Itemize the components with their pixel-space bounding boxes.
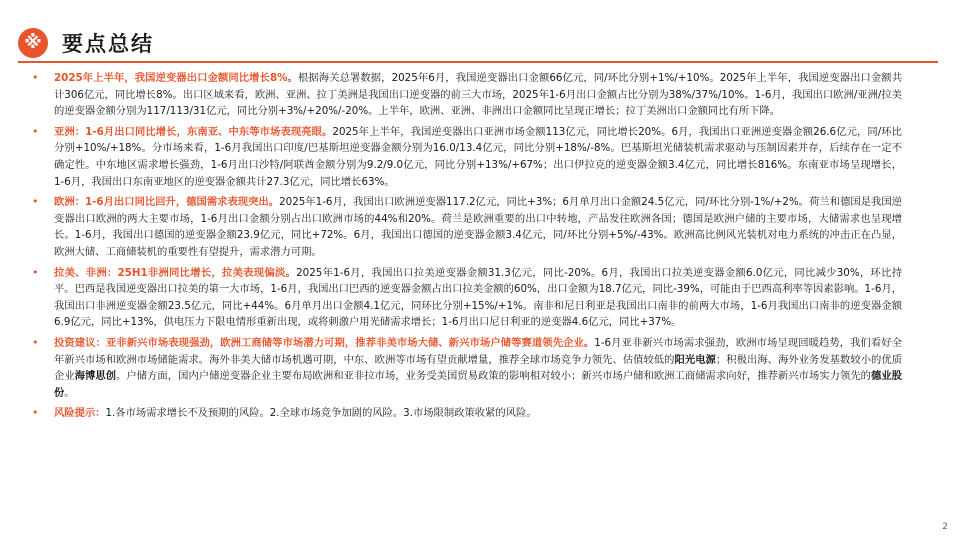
list-item [32,194,902,260]
bullet-icon: • [32,406,39,420]
slide-header [0,0,960,62]
asterisk-icon: ※ [18,28,48,58]
item-text: 1.各市场需求增长不及预期的风险。2.全球市场竞争加剧的风险。3.市场限制政策收紧的风险。 [105,407,537,420]
item-text-part: ；积极出海、海外业务发基数较小的优质企业 [54,353,903,383]
list-item [32,335,903,401]
company-name: 德业股份 [54,370,903,399]
bullet-icon: • [32,71,39,84]
item-text: 2025年1-6月，我国出口欧洲逆变器117.2亿元，同比+3%；6月单月出口金额24.5亿元，同/环比分别-1%/+2%。荷兰和德国是我国逆变器出口欧洲的两大主要市场，1-6月出口金额分别占出口欧洲市场的44%和20%。荷兰是欧洲重要的出口中转地，产品发往欧洲各国；德国是欧洲户储的主要市场，大储需求也呈现增长。1-6月，我国出口德国的逆变器金额23.9亿元，同比+72%。6月，我国出口德国的逆变器金额3.4亿元，同/环比分别+5%/-43%。欧洲高比例风光装机对电力系统的冲击正在凸显，欧洲大储、工商储装机的重要性有望提升，需求潜力可期。 [54,196,902,258]
list-item [32,265,902,331]
item-text: 2025年上半年，我国逆变器出口亚洲市场金额113亿元，同比增长20%。6月，我国出口亚洲逆变器金额26.6亿元，同/环比分别+10%/+18%。分市场来看，1-6月我国出口印度/巴基斯坦逆变器金额分别为16.0/13.4亿元，同比分别+18%/-8%。巴基斯坦光储装机需求驱动与压制因素并存，后续存在一定不确定性。中东地区需求增长强劲，1-6月出口沙特/阿联酋金额分别为9.2/9.0亿元，同比分别+13%/+67%；出口伊拉克的逆变器金额3.4亿元，同比增长816%。东南亚市场呈现增长，1-6月，我国出口东南亚地区的逆变器金额共计27.3亿元，同比增长63%。 [54,125,902,188]
item-text-part: 。 [64,386,75,399]
company-name: 海博思创 [74,370,117,383]
item-heading: 拉美、非洲：25H1非洲同比增长，拉美表现偏淡。 [54,266,297,279]
list-item [32,70,902,120]
list-item [32,124,902,190]
bullet-icon: • [32,124,39,138]
bullet-icon: • [32,265,39,279]
item-heading: 投资建议：亚非新兴市场表现强劲，欧洲工商储等市场潜力可期，推荐非美市场大储、新兴市场户储等赛道领先企业。 [54,336,595,349]
item-text-part: 。户储方面，国内户储逆变器企业主要布局欧洲和亚非拉市场，业务受美国贸易政策的影响相对较小；新兴市场户储和欧洲工商储需求向好，推荐新兴市场实力领先的 [116,370,872,383]
item-heading: 欧洲：1-6月出口同比回升，德国需求表现突出。 [54,196,280,209]
list-item [32,405,902,422]
bullet-icon: • [32,195,39,209]
item-heading: 亚洲：1-6月出口同比增长，东南亚、中东等市场表现亮眼。 [54,125,333,138]
item-heading: 2025年上半年，我国逆变器出口金额同比增长8%。 [54,72,298,84]
item-text: 2025年1-6月，我国出口拉美逆变器金额31.3亿元，同比-20%。6月，我国出口拉美逆变器金额6.0亿元，同比减少30%，环比持平。巴西是我国逆变器出口拉美的第一大市场，1-6月，我国出口巴西的逆变器金额占出口拉美金额的60%，出口金额为18.7亿元，同比-39%，可能由于巴西高利率等因素影响。1-6月，我国出口非洲逆变器金额23.5亿元，同比+44%。6月单月出口金额4.1亿元，同环比分别+15%/+1%。南非和尼日利亚是我国出口南非的前两大市场，1-6月我国出口南非的逆变器金额6.9亿元，同比+13%，供电压力下限电情形重新出现，或将刺激户用光储需求增长；1-6月出口尼日利亚的逆变器4.6亿元，同比+37%。 [54,266,902,329]
company-name: 阳光电源 [674,353,716,366]
title-divider [18,61,938,63]
bullet-icon: • [32,335,39,349]
item-text-part: 1-6月亚非新兴市场需求强劲，欧洲市场呈现回暖趋势，我们看好全年新兴市场和欧洲市场储能需求。海外非美大储市场机遇可期，中东、欧洲等市场有望贡献增量，推荐全球市场竞争力领先、估值较低的 [54,336,902,366]
page-title: 要点总结 [62,32,154,56]
summary-list [32,70,903,426]
item-text: 根据海关总署数据，2025年6月，我国逆变器出口金额66亿元，同/环比分别+1%/+10%。2025年上半年，我国逆变器出口金额共计306亿元，同比增长8%。出口区域来看，欧洲、亚洲、拉丁美洲是我国出口逆变器的前三大市场，2025年1-6月出口金额占比分别为38%/37%/10%。1-6月，我国出口欧洲/亚洲/拉美的逆变器金额分别为117/113/31亿元，同比分别+3%/+20%/-20%。上半年，欧洲、亚洲、非洲出口金额同比呈现正增长；拉丁美洲出口金额同比有所下降。 [54,72,902,118]
item-heading: 风险提示： [54,407,106,420]
page-number: 2 [942,522,948,532]
